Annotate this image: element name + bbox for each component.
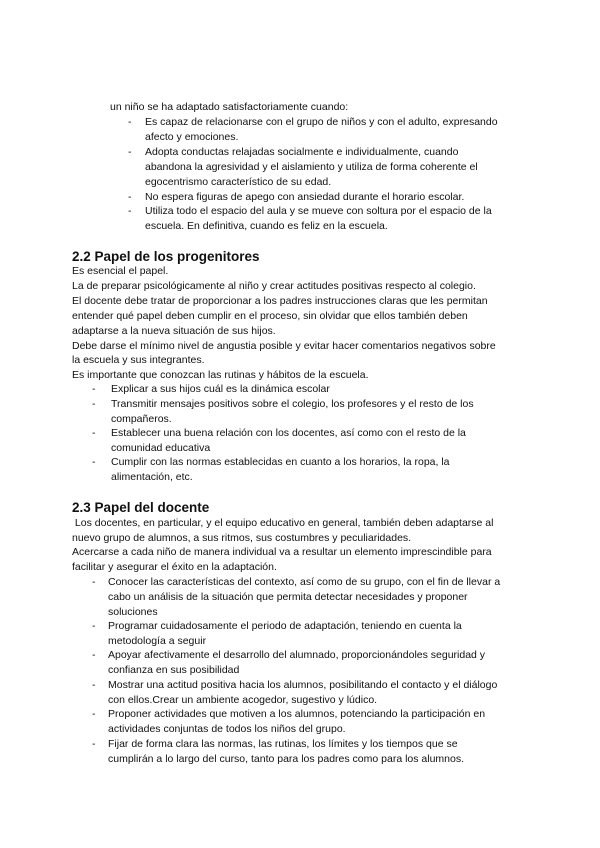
list-item-line: soluciones	[108, 606, 158, 618]
bullet-dash: -	[92, 576, 96, 588]
list-item-line: actividades conjuntas de todos los niños del grupo.	[108, 723, 346, 735]
list-item-line: compañeros.	[111, 413, 172, 425]
list-item-line: Transmitir mensajes positivos sobre el colegio, los profesores y el resto de los	[111, 398, 474, 410]
intro-lead: un niño se ha adaptado satisfactoriamente cuando:	[110, 101, 349, 113]
list-item-line: egocentrismo característico de su edad.	[145, 176, 332, 188]
bullet-dash: -	[92, 620, 96, 632]
list-item-line: Adopta conductas relajadas socialmente e individualmente, cuando	[145, 146, 459, 158]
bullet-dash: -	[92, 383, 96, 395]
list-item-line: Establecer una buena relación con los docentes, así como con el resto de la	[111, 427, 466, 439]
list-item-line: comunidad educativa	[111, 442, 211, 454]
bullet-dash: -	[128, 116, 132, 128]
bullet-dash: -	[92, 679, 96, 691]
bullet-dash: -	[128, 146, 132, 158]
paragraph-line: nuevo grupo de alumnos, a sus ritmos, sus costumbres y peculiaridades.	[72, 532, 412, 544]
list-item-line: abandona la agresividad y el aislamiento y utiliza de forma coherente el	[145, 161, 478, 173]
list-item-line: Es capaz de relacionarse con el grupo de niños y con el adulto, expresando	[145, 116, 498, 128]
paragraph-line: El docente debe tratar de proporcionar a los padres instrucciones claras que les permitan	[72, 295, 488, 307]
paragraph-line: entender qué papel deben cumplir en el proceso, sin olvidar que ellos también deben	[72, 310, 468, 322]
list-item-line: Apoyar afectivamente el desarrollo del alumnado, proporcionándoles seguridad y	[108, 649, 486, 661]
bullet-dash: -	[92, 708, 96, 720]
section-heading-2-3: 2.3 Papel del docente	[72, 500, 210, 515]
list-item-line: Explicar a sus hijos cuál es la dinámica escolar	[111, 383, 330, 395]
list-item-line: Conocer las características del contexto, así como de su grupo, con el fin de llevar a	[108, 576, 501, 588]
paragraph-line: Es esencial el papel.	[72, 265, 169, 277]
list-item-line: metodología a seguir	[108, 635, 207, 647]
list-item-line: Programar cuidadosamente el periodo de adaptación, teniendo en cuenta la	[108, 620, 462, 632]
section-heading-2-2: 2.2 Papel de los progenitores	[72, 249, 260, 264]
list-item-line: Utiliza todo el espacio del aula y se mueve con soltura por el espacio de la	[145, 205, 492, 217]
list-item-line: Mostrar una actitud positiva hacia los alumnos, posibilitando el contacto y el diálogo	[108, 679, 498, 691]
list-item-line: cabo un análisis de la situación que permita detectar necesidades y proponer	[108, 591, 468, 603]
list-item-line: escuela. En definitiva, cuando es feliz en la escuela.	[145, 220, 388, 232]
paragraph-line: Es importante que conozcan las rutinas y hábitos de la escuela.	[72, 369, 369, 381]
list-item-line: Fijar de forma clara las normas, las rutinas, los límites y los tiempos que se	[108, 738, 458, 750]
list-item-line: afecto y emociones.	[145, 131, 239, 143]
list-item-line: confianza en sus posibilidad	[108, 664, 240, 676]
list-item-line: Proponer actividades que motiven a los alumnos, potenciando la participación en	[108, 708, 486, 720]
paragraph-line: Debe darse el mínimo nivel de angustia posible y evitar hacer comentarios negativos sobre	[72, 340, 496, 352]
paragraph-line: la escuela y sus integrantes.	[72, 354, 205, 366]
paragraph-line: La de preparar psicológicamente al niño y crear actitudes positivas respecto al colegio.	[72, 280, 476, 292]
list-item-line: No espera figuras de apego con ansiedad durante el horario escolar.	[145, 191, 465, 203]
list-item-line: con ellos.Crear un ambiente acogedor, sugestivo y lúdico.	[108, 694, 378, 706]
list-item-line: Cumplir con las normas establecidas en cuanto a los horarios, la ropa, la	[111, 456, 450, 468]
bullet-dash: -	[128, 191, 132, 203]
bullet-dash: -	[128, 205, 132, 217]
paragraph-line: facilitar y asegurar el éxito en la adaptación.	[72, 561, 277, 573]
list-item-line: cumplirán a lo largo del curso, tanto para los padres como para los alumnos.	[108, 753, 465, 765]
bullet-dash: -	[92, 427, 96, 439]
paragraph-line: adaptarse a la nueva situación de sus hijos.	[72, 325, 276, 337]
list-item-line: alimentación, etc.	[111, 471, 193, 483]
paragraph-line: Los docentes, en particular, y el equipo educativo en general, también deben adaptarse al	[72, 517, 494, 529]
bullet-dash: -	[92, 738, 96, 750]
bullet-dash: -	[92, 649, 96, 661]
bullet-dash: -	[92, 456, 96, 468]
bullet-dash: -	[92, 398, 96, 410]
paragraph-line: Acercarse a cada niño de manera individual va a resultar un elemento imprescindible para	[72, 546, 492, 558]
